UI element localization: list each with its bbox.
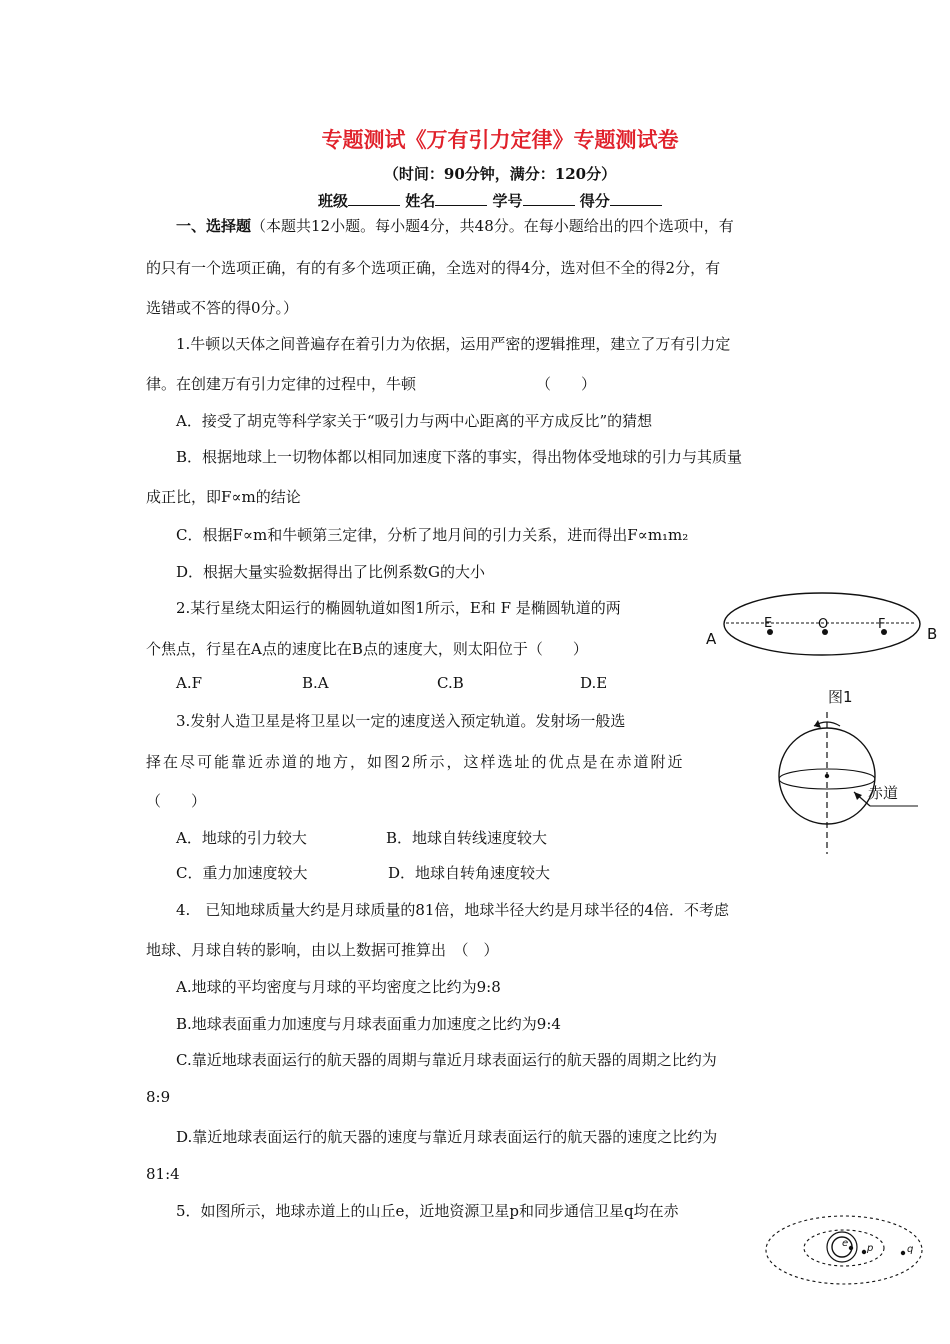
class-label: 班级 [318,192,349,210]
q3-stem-1: 3.发射人造卫星是将卫星以一定的速度送入预定轨道。发射场一般选 [176,712,626,730]
section-1-intro-line-2: 的只有一个选项正确，有的有多个选项正确，全选对的得4分，选对但不全的得2分，有 [146,259,721,277]
class-blank[interactable] [348,191,400,206]
fig1-caption: 图1 [828,688,853,706]
figure-orbits-epq [768,1212,948,1312]
section-1-intro-line-3: 选错或不答的得0分。） [146,299,299,317]
q4-option-c: C.靠近地球表面运行的航天器的周期与靠近月球表面运行的航天器的周期之比约为 [176,1051,717,1069]
q1-option-c: C．根据F∝m和牛顿第三定律，分析了地月间的引力关系，进而得出F∝m₁m₂ [176,526,689,544]
score-label: 得分 [579,192,610,210]
q3-option-c: C．重力加速度较大 [176,864,308,882]
q4-stem-2: 地球、月球自转的影响，由以上数据可推算出 （ ） [146,941,499,959]
q4-option-a: A.地球的平均密度与月球的平均密度之比约为9:8 [176,978,501,996]
fig2-equator-label: 赤道 [868,784,899,802]
section-1-heading: 一、选择题 [176,217,252,235]
section-1-intro: 一、选择题（本题共12小题。每小题4分，共48分。在每小题给出的四个选项中，有 [176,217,734,235]
fig-orbit-label-e: e [842,1238,849,1249]
q1-option-d: D．根据大量实验数据得出了比例系数G的大小 [176,563,486,581]
fig-orbit-label-q: q [907,1244,914,1255]
fig1-label-o: O [818,617,829,632]
q1-stem-1: 1.牛顿以天体之间普遍存在着引力为依据，运用严密的逻辑推理，建立了万有引力定 [176,335,731,353]
q3-option-a: A．地球的引力较大 [176,829,307,847]
q2-option-d: D.E [580,674,608,692]
q5-stem-1: 5．如图所示，地球赤道上的山丘e，近地资源卫星p和同步通信卫星q均在赤 [176,1202,679,1220]
q2-option-c: C.B [437,674,464,692]
student-info-row [318,190,662,211]
fig1-label-e: E [764,616,773,631]
id-blank[interactable] [523,191,575,206]
fig-orbit-label-p: p [867,1243,874,1254]
q2-option-a: A.F [176,674,203,692]
q3-option-b: B．地球自转线速度较大 [386,829,548,847]
name-blank[interactable] [435,191,487,206]
q2-stem-2: 个焦点，行星在A点的速度比在B点的速度大，则太阳位于（ ） [146,640,588,658]
fig1-label-f: F [878,617,886,632]
q3-answer-paren[interactable]: （ ） [146,792,207,810]
q4-option-d: D.靠近地球表面运行的航天器的速度与靠近月球表面运行的航天器的速度之比约为 [176,1128,718,1146]
q1-stem-2: 律。在创建万有引力定律的过程中，牛顿 [146,375,417,393]
fig1-label-a: A [706,630,717,648]
q1-option-b-cont: 成正比，即F∝m的结论 [146,488,301,506]
q4-option-d-cont: 81:4 [146,1165,180,1183]
score-blank[interactable] [610,191,662,206]
q2-option-b: B.A [302,674,329,692]
q4-option-b: B.地球表面重力加速度与月球表面重力加速度之比约为9:4 [176,1015,561,1033]
q3-stem-2: 择在尽可能靠近赤道的地方，如图2所示，这样选址的优点是在赤道附近 [146,753,685,771]
figure-2-earth-equator [770,712,930,857]
q4-stem-1: 4. 已知地球质量大约是月球质量的81倍，地球半径大约是月球半径的4倍．不考虑 [176,901,729,919]
fig1-label-b: B [927,625,938,643]
q1-option-a: A．接受了胡克等科学家关于“吸引力与两中心距离的平方成反比”的猜想 [176,412,653,430]
name-label: 姓名 [405,192,436,210]
page-title: 专题测试《万有引力定律》专题测试卷 [321,128,679,152]
exam-time-score: （时间：90分钟，满分：120分） [383,165,617,183]
q1-answer-paren[interactable]: （ ） [536,375,597,393]
q3-option-d: D．地球自转角速度较大 [388,864,551,882]
q1-option-b: B．根据地球上一切物体都以相同加速度下落的事实，得出物体受地球的引力与其质量 [176,448,743,466]
q2-stem-1: 2.某行星绕太阳运行的椭圆轨道如图1所示，E和 F 是椭圆轨道的两 [176,599,621,617]
q4-option-c-cont: 8:9 [146,1088,171,1106]
id-label: 学号 [492,192,523,210]
